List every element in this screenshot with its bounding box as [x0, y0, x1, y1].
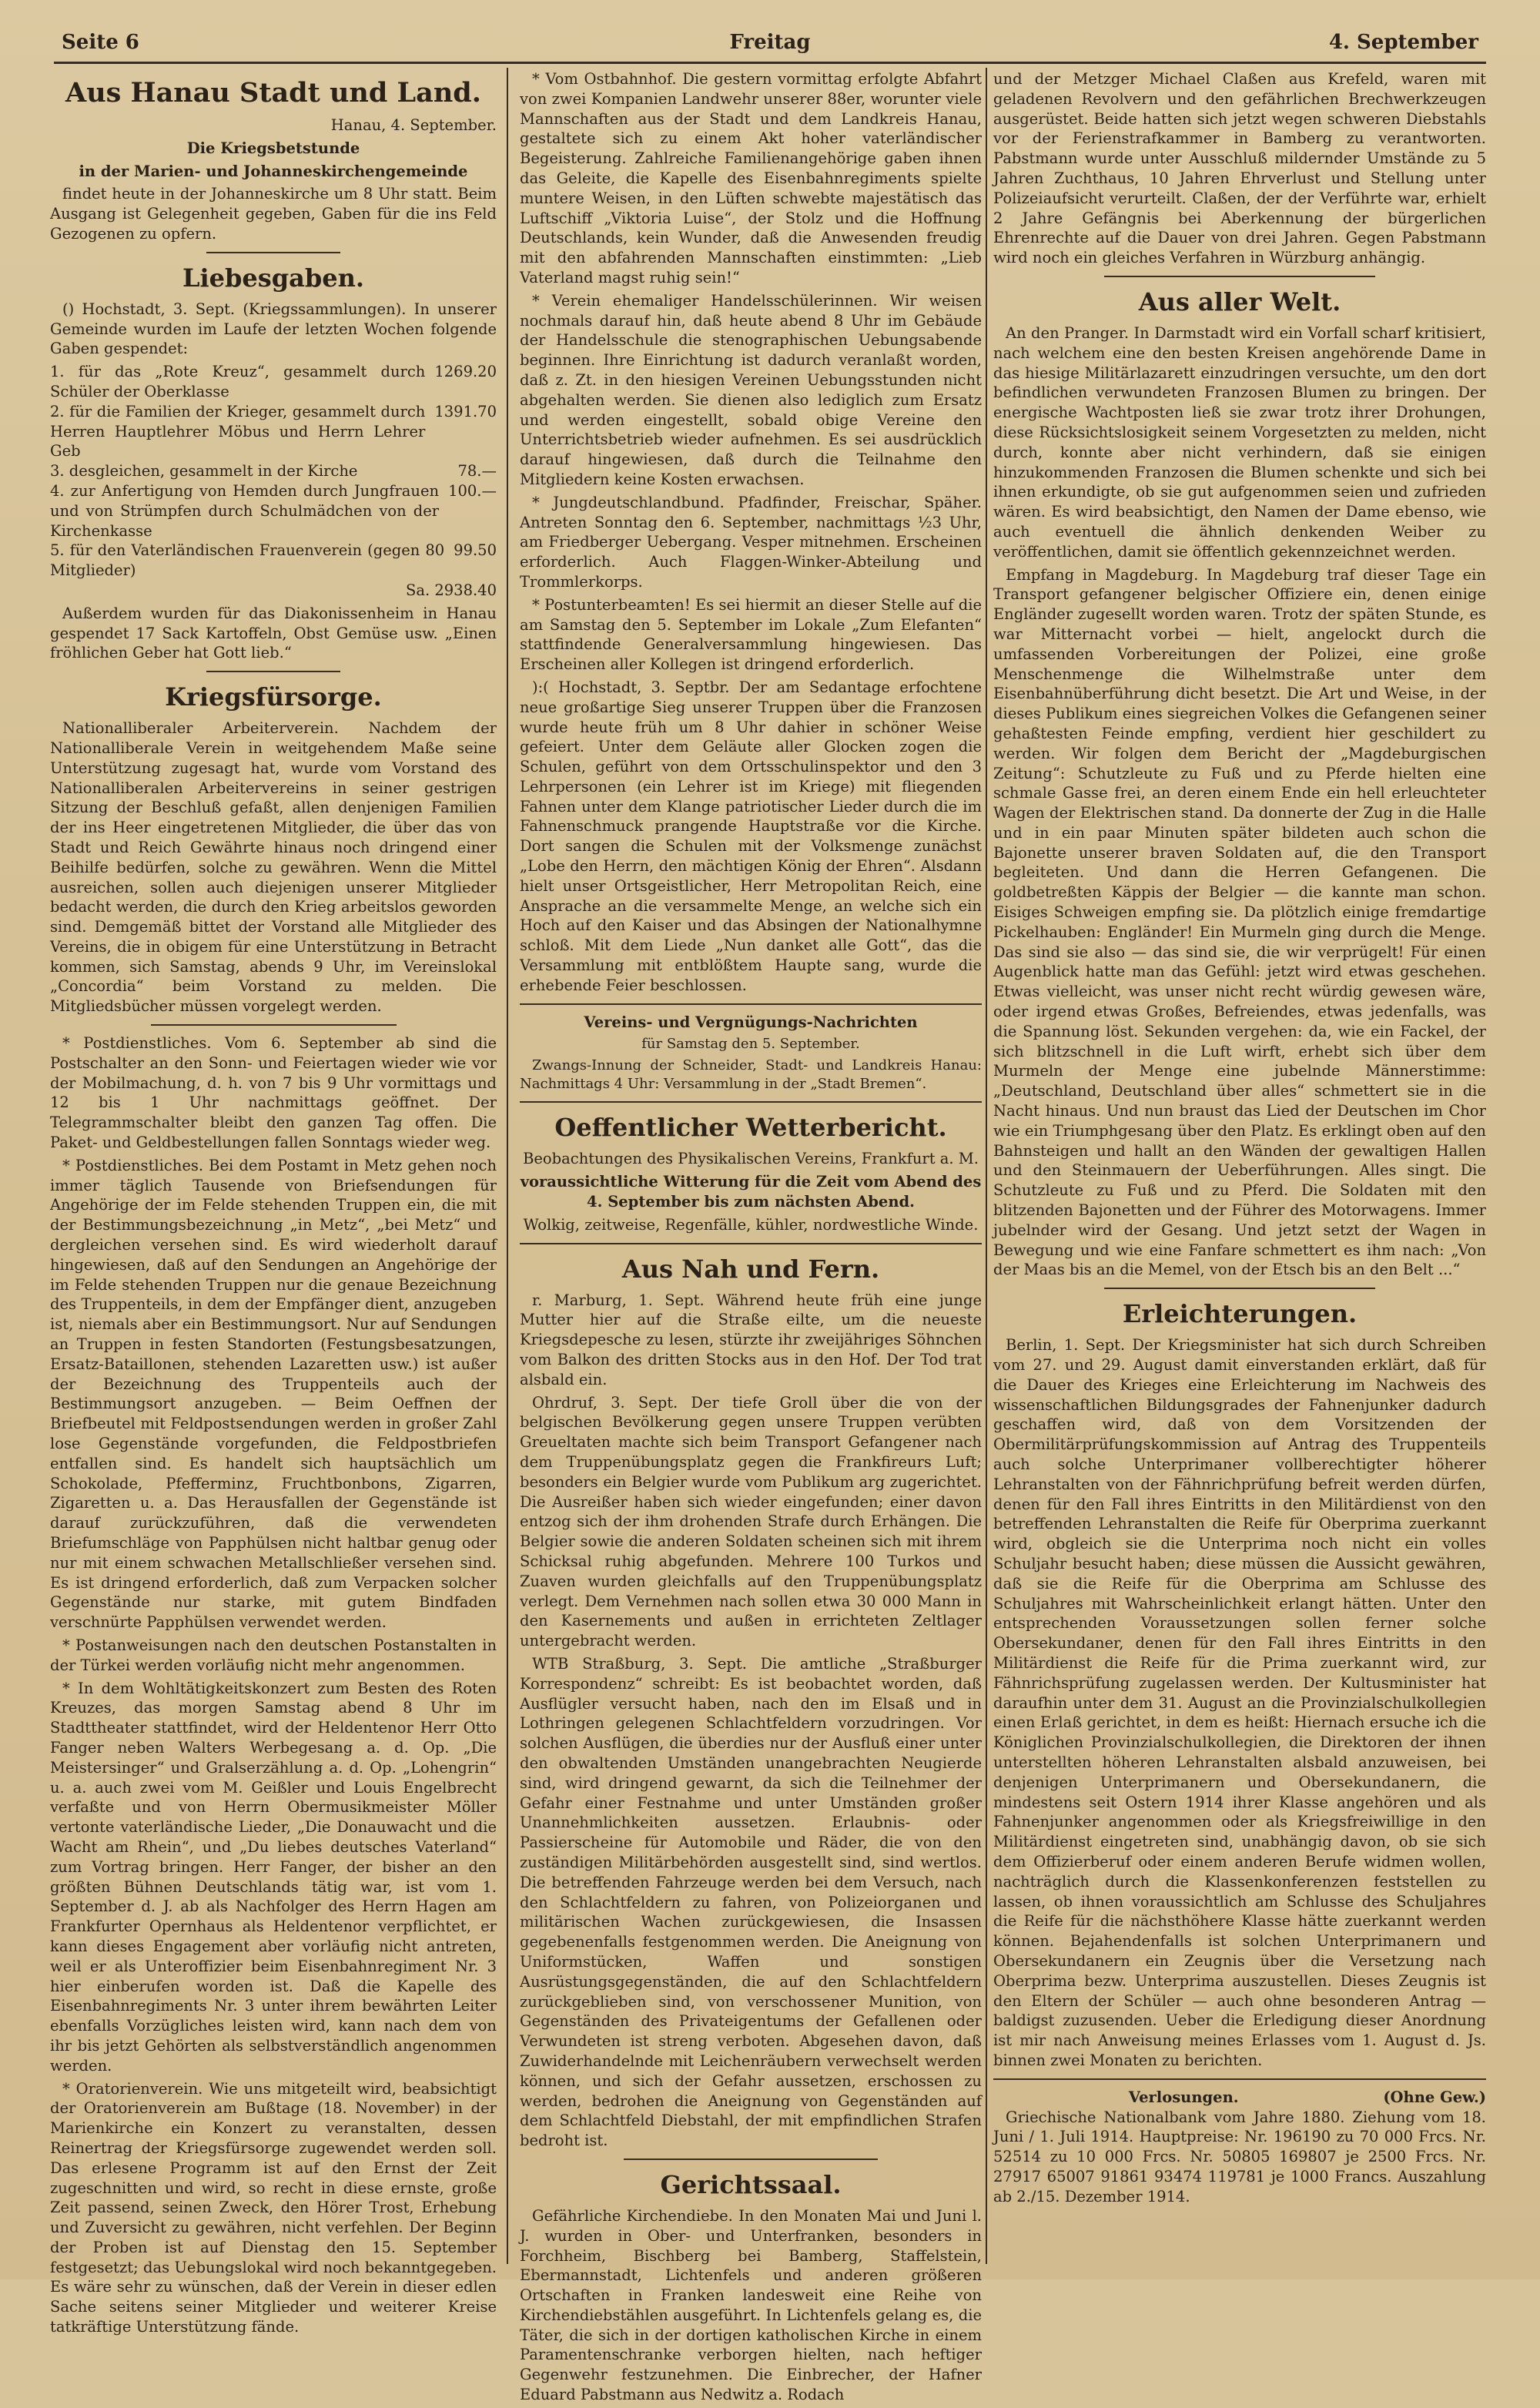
article-text: Nationalliberaler Arbeiterverein. Nachdem der Nationalliberale Verein in weitgehendem Maße seine Unterstützung zugesagt hat, wurde vom Vorstand des Nationalliberalen Arbeitervereins in seiner gestrigen Sitzung der Beschluß gefaßt, allen denjenigen Familien der ins Heer eingetretenen Mitglieder, die über das von Stadt und Reich Gewährte hinaus noch dringend einer Beihilfe bedürfen, solche zu gewähren. Wenn die Mittel ausreichen, sollen auch diejenigen unserer Mitglieder bedacht werden, die durch den Krieg arbeitslos geworden sind. Demgemäß bittet der Vorstand alle Mitglieder des Vereins, die in obigem für eine Unterstützung in Betracht kommen, sich Samstag, abends 9 Uhr, im Vereinslokal „Concordia“ beim Vorstand zu melden. Die Mitgliedsbücher müssen vorgelegt werden. [50, 719, 497, 1016]
lottery-text: Griechische Nationalbank vom Jahre 1880. Ziehung vom 18. Juni / 1. Juli 1914. Hauptpreise: Nr. 196190 zu 70 000 Frcs. Nr. 52514 zu 10 000 Frcs. Nr. 50805 169807 je 2500 Frcs. Nr. 27917 65007 91861 93474 119781 je 1000 Francs. Auszahlung ab 2./15. Dezember 1914. [993, 2108, 1486, 2205]
section-title: Aus Hanau Stadt und Land. [65, 77, 481, 109]
article-text: () Hochstadt, 3. Sept. (Kriegssammlungen). In unserer Gemeinde wurden im Laufe der letzten Wochen folgende Gaben gespendet: [50, 300, 497, 358]
article-text: * Postunterbeamten! Es sei hiermit an dieser Stelle auf die am Samstag den 5. September im Lokale „Zum Elefanten“ stattfindende Generalversammlung hingewiesen. Das Erscheinen aller Kollegen ist dringend erforderlich. [520, 595, 982, 674]
article-text: * Vom Ostbahnhof. Die gestern vormittag erfolgte Abfahrt von zwei Kompanien Landwehr unserer 88er, worunter viele Mannschaften aus der Stadt und dem Landkreis Hanau, gestaltete sich zu einem Akt hoher vaterländischer Begeisterung. Zahlreiche Familienangehörige gaben ihnen das Geleite, die Kapelle des Eisenbahnregiments spielte muntere Weisen, in den Lüften schwebte majestätisch das Luftschiff „Viktoria Luise“, der Stolz und die Hoffnung Deutschlands, kein Wunder, daß die Anwesenden freudig mit den abfahrenden Mannschaften einstimmten: „Lieb Vaterland magst ruhig sein!“ [520, 70, 982, 286]
article-text: * Verein ehemaliger Handelsschülerinnen. Wir weisen nochmals darauf hin, daß heute abend 8 Uhr im Gebäude der Handelsschule die stenographischen Uebungsabende beginnen. Ihre Einrichtung ist dadurch veranlaßt worden, daß z. Zt. in den hiesigen Vereinen Uebungsstunden nicht abgehalten werden. Sie dienen also lediglich zum Ersatz und werden eingestellt, sobald obige Vereine den Unterrichtsbetrieb wieder aufnehmen. Es sei ausdrücklich darauf hingewiesen, daß durch die Teilnahme den Mitgliedern keine Kosten erwachsen. [520, 291, 982, 488]
divider [206, 252, 340, 253]
article-text: * Jungdeutschlandbund. Pfadfinder, Freischar, Späher. Antreten Sonntag den 6. September, nachmittags ½3 Uhr, am Friedberger Uebergang. Vesper mitnehmen. Erscheinen erforderlich. Auch Flaggen-Winker-Abteilung und Trommlerkorps. [520, 493, 982, 591]
dateline: Hanau, 4. September. [330, 116, 497, 134]
article-text: Berlin, 1. Sept. Der Kriegsminister hat sich durch Schreiben vom 27. und 29. August damit einverstanden erklärt, daß für die Dauer des Krieges eine Erleichterung im Nachweis des wissenschaftlichen Bildungsgrades der Fahnenjunker dadurch geschaffen wird, daß von dem Vorsitzenden der Obermilitärprüfungskommission auf Antrag des Truppenteils auch solche Unterprimaner vollberechtigter höherer Lehranstalten von der Fähnrichprüfung befreit werden dürfen, denen für den Fall ihres Eintritts in den Militärdienst von den betreffenden Lehranstalten die Reife für Oberprima zuerkannt wird, obgleich sie die Unterprima noch nicht ein volles Schuljahr besucht haben; diese müssen die Aussicht gewähren, daß sie die Reife für die Oberprima am Schlusse des Schuljahres mit Wahrscheinlichkeit erlangt hätten. Unter den entsprechenden Voraussetzungen sollen ferner solche Obersekundaner, denen für den Fall ihres Eintritts in den Militärdienst die Reife für die Prima zuerkannt wird, zur Fähnrichsprüfung zugelassen werden. Der Kultusminister hat daraufhin unter dem 31. August an die Provinzialschulkollegien einen Erlaß gerichtet, in dem es heißt: Hiernach ersuche ich die Königlichen Provinzialschulkollegien, die Direktoren der ihnen unterstellten höheren Lehranstalten alsbald anzuweisen, bei denjenigen Unterprimanern und Obersekundanern, die mindestens seit Ostern 1914 ihrer Klasse angehören und als Fahnenjunker angenommen oder als Kriegsfreiwillige in den Militärdienst eingetreten sind, unabhängig davon, ob sie sich dem Offizierberuf oder einem anderen Berufe widmen wollen, nachträglich durch die Klassenkonferenzen feststellen zu lassen, ob ihnen voraussichtlich am Schlusse des Schuljahres die Reife für die nächsthöhere Klasse hätte zuerkannt werden können. Bejahendenfalls ist solchen Unterprimanern und Obersekundanern ein Zeugnis über die Versetzung nach Oberprima bezw. Unterprima auszustellen. Dieses Zeugnis ist den Eltern der Schüler — auch ohne besonderen Antrag — baldigst zuzusenden. Ueber die Erledigung dieser Anordnung ist mir nach Anweisung meines Erlasses vom 1. August d. Js. binnen zwei Monaten zu berichten. [993, 1336, 1486, 2069]
divider [993, 2078, 1486, 2080]
article-text: ):( Hochstadt, 3. Septbr. Der am Sedantage erfochtene neue großartige Sieg unserer Truppen über die Franzosen wurde heute früh um 8 Uhr dahier in schöner Weise gefeiert. Unter dem Geläute aller Glocken zogen die Schulen, geführt von dem Ortsschulinspektor und den 3 Lehrpersonen (ein Lehrer ist im Kriege) mit fliegenden Fahnen unter dem Klange patriotischer Lieder durch die im Fahnenschmuck prangende Hauptstraße vor die Kirche. Dort sangen die Schulen mit der Volksmenge zunächst „Lobe den Herrn, den mächtigen König der Ehren“. Alsdann hielt unser Ortsgeistlicher, Herr Metropolitan Reich, eine Ansprache an die versammelte Menge, an welche sich ein Hoch auf den Kaiser und das Absingen der Nationalhymne schloß. Mit dem Liede „Nun danket alle Gott“, das die Versammlung mit entblößtem Haupte sang, wurde die erhebende Feier beschlossen. [520, 678, 982, 994]
article-text: Gefährliche Kirchendiebe. In den Monaten Mai und Juni l. J. wurden in Ober- und Unterfranken, besonders in Forchheim, Bischberg bei Bamberg, Staffelstein, Ebermannstadt, Lichtenfels und anderen größeren Ortschaften in Franken landesweit eine Reihe von Kirchendiebstählen ausgeführt. In Lichtenfels gelang es, die Täter, die sich in der dortigen katholischen Kirche in einem Paramentenschranke verborgen hielten, nach heftiger Gegenwehr festzunehmen. Die Einbrecher, der Hafner Eduard Pabstmann aus Nedwitz a. Rodach [520, 2206, 982, 2404]
article-text: Ohrdruf, 3. Sept. Der tiefe Groll über die von der belgischen Bevölkerung gegen unsere Truppen verübten Greueltaten machte sich beim Transport Gefangener nach dem Truppenübungsplatz gegen die Frankfireurs Luft; besonders ein Belgier wurde vom Publikum arg zugerichtet. Die Ausreißer haben sich wieder eingefunden; einer davon entzog sich der ihm drohenden Strafe durch Erhängen. Die Belgier sowie die anderen Soldaten scheinen sich mit ihrem Schicksal ruhig abgefunden. Mehrere 100 Turkos und Zuaven wurden gleichfalls auf den Truppenübungsplatz verlegt. Dem Vernehmen nach sollen etwa 30 000 Mann in den Kasernements und außen in errichteten Zeltlager untergebracht werden. [520, 1393, 982, 1650]
article-text: * Postanweisungen nach den deutschen Postanstalten in der Türkei werden vorläufig nicht mehr angenommen. [50, 1636, 497, 1674]
column-1 [50, 69, 497, 2340]
notice-heading: Vereins- und Vergnügungs-Nachrichten [584, 1013, 918, 1031]
list-item: 4. zur Anfertigung von Hemden durch Jungfrauen und von Strümpfen durch Schulmädchen von der Kirchenkasse 100.— [50, 481, 497, 540]
page-header [54, 23, 1486, 64]
divider [151, 1024, 397, 1026]
header-date: 4. September [1328, 31, 1478, 54]
notice-text: Zwangs-Innung der Schneider, Stadt- und Landkreis Hanau: Nachmittags 4 Uhr: Versammlung in der „Stadt Bremen“. [520, 1057, 982, 1093]
lottery-heading-row [993, 2088, 1486, 2108]
column-3 [993, 69, 1486, 2209]
donation-list [50, 362, 497, 601]
section-title: Erleichterungen. [1122, 1299, 1358, 1329]
weather-source: Beobachtungen des Physikalischen Vereins, Frankfurt a. M. [523, 1150, 979, 1168]
weather-forecast: Wolkig, zeitweise, Regenfälle, kühler, nordwestliche Winde. [523, 1215, 979, 1234]
weather-heading: voraussichtliche Witterung für die Zeit vom Abend des 4. September bis zum nächsten Abend. [520, 1173, 982, 1211]
page-number: Seite 6 [62, 31, 139, 54]
list-item: 5. für den Vaterländischen Frauenverein (gegen 80 Mitglieder) 99.50 [50, 541, 497, 580]
column-divider [986, 68, 987, 2264]
list-sum: Sa. 2938.40 [405, 581, 497, 599]
header-day: Freitag [729, 31, 811, 54]
article-text: * In dem Wohltätigkeitskonzert zum Besten des Roten Kreuzes, das morgen Samstag abend 8 Uhr im Stadttheater stattfindet, wird der Heldentenor Herr Otto Fanger neben Walters Werbegesang a. d. Op. „Die Meistersinger“ und Gralserzählung a. d. Op. „Lohengrin“ u. a. auch zwei vom M. Geißler und Louis Engelbrecht verfaßte und von Herrn Obermusikmeister Möller vertonte vaterländische Lieder, „Die Donauwacht und die Wacht am Rhein“, und „Du liebes deutsches Vaterland“ zum Vortrag bringen. Herr Fanger, der bisher an den größten Bühnen Deutschlands tätig war, ist vom 1. September d. J. ab als Nachfolger des Herrn Hagen am Frankfurter Opernhaus als Heldentenor verpflichtet, er kann dieses Engagement aber vorläufig nicht antreten, weil er als Unteroffizier beim Eisenbahnregiment Nr. 3 hier einberufen worden ist. Daß die Kapelle des Eisenbahnregiments Nr. 3 unter ihrem bewährten Leiter ebenfalls Vorzügliches leisten wird, kann nach dem von ihr bis jetzt Gehörten als selbstverständlich angenommen werden. [50, 1679, 497, 2075]
notice-subheading: für Samstag den 5. September. [641, 1036, 860, 1053]
divider [520, 1003, 982, 1005]
section-title: Kriegsfürsorge. [165, 682, 382, 712]
article-heading: Die Kriegsbetstunde [186, 139, 360, 157]
article-text: r. Marburg, 1. Sept. Während heute früh eine junge Mutter hier auf die Straße eilte, um die neueste Kriegsdepesche zu lesen, stürzte ihr zweijähriges Söhnchen vom Balkon des dritten Stocks aus in den Hof. Der Tod trat alsbald ein. [520, 1291, 982, 1388]
divider [1104, 276, 1375, 277]
article-text: und der Metzger Michael Claßen aus Krefeld, waren mit geladenen Revolvern und den gefährlichen Brechwerkzeugen ausgerüstet. Beide hatten sich jetzt wegen schweren Diebstahls vor der Ferienstrafkammer in Bamberg zu verantworten. Pabstmann wurde unter Ausschluß mildernder Umstände zu 5 Jahren Zuchthaus, 10 Jahren Ehrverlust und Stellung unter Polizeiaufsicht verurteilt. Claßen, der der Verführte war, erhielt 2 Jahre Gefängnis bei Aberkennung der bürgerlichen Ehrenrechte auf die Dauer von drei Jahren. Gegen Pabstmann wird noch ein gleiches Verfahren in Würzburg anhängig. [993, 70, 1486, 267]
divider [520, 1101, 982, 1103]
divider [206, 671, 340, 672]
article-text: Empfang in Magdeburg. In Magdeburg traf dieser Tage ein Transport gefangener belgischer Offiziere ein, denen einige Engländer zugesellt worden waren. Trotz der späten Stunde, es war Mitternacht vorbei — hielt, angelockt durch die umfassenden Vorbereitungen der Polizei, eine große Menschenmenge die Wilhelmstraße unter dem Eisenbahnüberführung dicht besetzt. Die Art und Weise, in der dieses Publikum eines siegreichen Volkes die Gefangenen seiner gehaßtesten Feinde empfing, verdient hier geschildert zu werden. Wir folgen dem Bericht der „Magdeburgischen Zeitung“: Schutzleute zu Fuß und zu Pferde hielten eine schmale Gasse frei, an deren einem Ende ein hell erleuchteter Wagen der Elektrischen stand. Da donnerte der Zug in die Halle und in ein paar Minuten später bildeten auch schon die Bajonette unserer braven Soldaten auf, die den Transport begleiteten. Und dann die Herren Gefangenen. Die goldbetreßten Käppis der Belgier — die kannte man schon. Eisiges Schweigen empfing sie. Da plötzlich einige fremdartige Pickelhauben: Engländer! Ein Murmeln ging durch die Menge. Das sind sie also — das sind sie, die wir verprügelt! Für einen Augenblick hatte man das Gefühl: jetzt wird etwas geschehen. Etwas vielleicht, was unser nicht recht würdig gewesen wäre, oder irgend etwas Großes, Befreiendes, etwas jedenfalls, was die Spannung löst. Sekunden vergehen: da, wie ein Fackel, der sich blitzschnell in die Luft wirft, erhebt sich über dem Murmeln der Menge eine jubelnde Männerstimme: „Deutschland, Deutschland über alles“ schmettert sie in die Nacht hinaus. Und nun braust das Lied der Deutschen im Chor wie ein Triumphgesang über den Platz. Es erklingt oben auf den Bahnsteigen und hallt an den Wänden der gewaltigen Hallen und den Steinmauern der Ueberführungen. Alles singt. Die Schutzleute zu Fuß und zu Pferd. Die Soldaten mit den blitzenden Bajonetten und der Führer des Motorwagens. Immer jubelnder wird der Gesang. Und jetzt setzt der Wagen in Bewegung und wie eine Fanfare schmettert es ihm nach: „Von der Maas bis an die Memel, von der Etsch bis an den Belt ...“ [993, 565, 1486, 1279]
section-title: Liebesgaben. [182, 263, 364, 293]
article-text: findet heute in der Johanneskirche um 8 Uhr statt. Beim Ausgang ist Gelegenheit gegeben, Gaben für die ins Feld Gezogenen zu opfern. [50, 185, 497, 243]
article-text: * Postdienstliches. Bei dem Postamt in Metz gehen noch immer täglich Tausende von Briefsendungen für Angehörige der im Felde stehenden Truppen ein, die mit der Bestimmungsbezeichnung „in Metz“, „bei Metz“ und dergleichen versehen sind. Es wird wiederholt darauf hingewiesen, daß auf den Sendungen an Angehörige der im Felde stehenden Truppen nur die genaue Bezeichnung des Truppenteils, in dem der Empfänger dient, anzugeben ist, niemals aber ein Bestimmungsort. Nur auf Sendungen an Truppen in festen Standorten (Festungsbesatzungen, Ersatz-Bataillonen, stehenden Lazaretten usw.) ist außer der Bezeichnung des Truppenteils auch der Bestimmungsort anzugeben. — Beim Oeffnen der Briefbeutel mit Feldpostsendungen werden in großer Zahl lose Gegenstände vorgefunden, die Feldpostbriefen entfallen sind. Es handelt sich hauptsächlich um Schokolade, Pfefferminz, Fruchtbonbons, Zigarren, Zigaretten u. a. Das Herausfallen der Gegenstände ist darauf zurückzuführen, daß die verwendeten Briefumschläge von Papphülsen nicht haltbar genug oder nur mit einem schwachen Metallschließer versehen sind. Es ist dringend erforderlich, daß zum Verpacken solcher Gegenstände nur starke, mit gutem Bindfaden verschnürte Papphülsen verwendet werden. [50, 1156, 497, 1632]
section-title: Aus Nah und Fern. [621, 1254, 880, 1284]
divider [624, 2158, 878, 2160]
lottery-heading: Verlosungen. [1128, 2088, 1239, 2106]
column-divider [507, 68, 508, 2264]
list-item: 3. desgleichen, gesammelt in der Kirche 78.— [50, 462, 497, 481]
article-text: WTB Straßburg, 3. Sept. Die amtliche „Straßburger Korrespondenz“ schreibt: Es ist beobachtet worden, daß Ausflügler versucht haben, nach den im Elsaß und in Lothringen gelegenen Schlachtfeldern vorzudringen. Vor solchen Ausflügen, die überdies nur der Ausfluß einer unter den obwaltenden Umständen unangebrachten Neugierde sind, wird dringend gewarnt, da sich die Teilnehmer der Gefahr einer Festnahme und unter Umständen großer Unannehmlichkeiten aussetzen. Erlaubnis- oder Passierscheine für Automobile und Räder, die von den zuständigen Militärbehörden ausgestellt sind, sind wertlos. Die betreffenden Fahrzeuge werden bei dem Versuch, nach den Schlachtfeldern zu fahren, von Polizeiorganen und militärischen Wachen zurückgewiesen, die Insassen gegebenenfalls festgenommen werden. Die Aneignung von Uniformstücken, Waffen und sonstigen Ausrüstungsgegenständen, die auf den Schlachtfeldern zurückgeblieben sind, von verschossener Munition, von Gegenständen des Privateigentums der Gefallenen oder Verwundeten ist streng verboten. Abgesehen davon, daß Zuwiderhandelnde mit Leichenräubern verwechselt werden können, und sich der Gefahr aussetzen, erschossen zu werden, bedrohen die Aneignung von Gegenständen auf dem Schlachtfeld Diebstahl, der mit empfindlichen Strafen bedroht ist. [520, 1654, 982, 2150]
column-2 [520, 69, 982, 2408]
list-item: 1. für das „Rote Kreuz“, gesammelt durch Schüler der Oberklasse 1269.20 [50, 363, 497, 400]
list-item: 2. für die Familien der Krieger, gesammelt durch Herren Hauptlehrer Möbus und Herrn Lehrer Geb 1391.70 [50, 402, 497, 461]
article-text: An den Pranger. In Darmstadt wird ein Vorfall scharf kritisiert, nach welchem eine den besten Kreisen angehörende Dame in das hiesige Militärlazarett einzudringen versuchte, um den dort befindlichen verwundeten Franzosen Blumen zu bringen. Der energische Wachtposten ließ sie zwar trotz ihrer Drohungen, diese Rücksichtslosigkeit seinem Vorgesetzten zu melden, nicht durch, konnte aber nicht verhindern, daß sie einigen hinzukommenden Franzosen die Blumen schenkte und sich bei ihnen erkundigte, ob sie gut aufgenommen seien und zufrieden wären. Es wird beabsichtigt, den Namen der Dame ebenso, wie auch eventuell die ähnlich denkenden Weiber zu veröffentlichen, damit sie öffentlich gekennzeichnet werden. [993, 323, 1486, 561]
article-text: * Oratorienverein. Wie uns mitgeteilt wird, beabsichtigt der Oratorienverein am Bußtage (18. November) in der Marienkirche ein Konzert zu veranstalten, dessen Reinertrag der Kriegsfürsorge zugewendet werden soll. Das erlesene Programm ist auf den Ernst der Zeit zugeschnitten und wird, so recht in diese ernste, große Zeit passend, seinen Zweck, den Hörer Trost, Erhebung und Zuversicht zu gewähren, nicht verfehlen. Der Beginn der Proben ist auf Dienstag den 15. September festgesetzt; das Uebungslokal wird noch bekanntgegeben. Es wäre sehr zu wünschen, daß der Verein in dieser edlen Sache seitens seiner Mitglieder und weiterer Kreise tatkräftige Unterstützung fände. [50, 2079, 497, 2336]
article-text: * Postdienstliches. Vom 6. September ab sind die Postschalter an den Sonn- und Feiertagen wieder wie vor der Mobilmachung, d. h. von 7 bis 9 Uhr vormittags und 12 bis 1 Uhr nachmittags geöffnet. Der Telegrammschalter bleibt den ganzen Tag offen. Die Paket- und Geldbestellungen fallen Sonntags wieder weg. [50, 1034, 497, 1152]
section-title: Oeffentlicher Wetterbericht. [554, 1113, 947, 1143]
section-title: Aus aller Welt. [1138, 286, 1341, 316]
divider [520, 1243, 982, 1244]
article-text: Außerdem wurden für das Diakonissenheim in Hanau gespendet 17 Sack Kartoffeln, Obst Gemüse usw. „Einen fröhlichen Geber hat Gott lieb.“ [50, 604, 497, 662]
section-title: Gerichtssaal. [660, 2169, 842, 2199]
divider [1104, 1288, 1375, 1289]
article-subheading: in der Marien- und Johanneskirchengemeinde [79, 162, 468, 180]
lottery-note: (Ohne Gew.) [1383, 2088, 1486, 2106]
